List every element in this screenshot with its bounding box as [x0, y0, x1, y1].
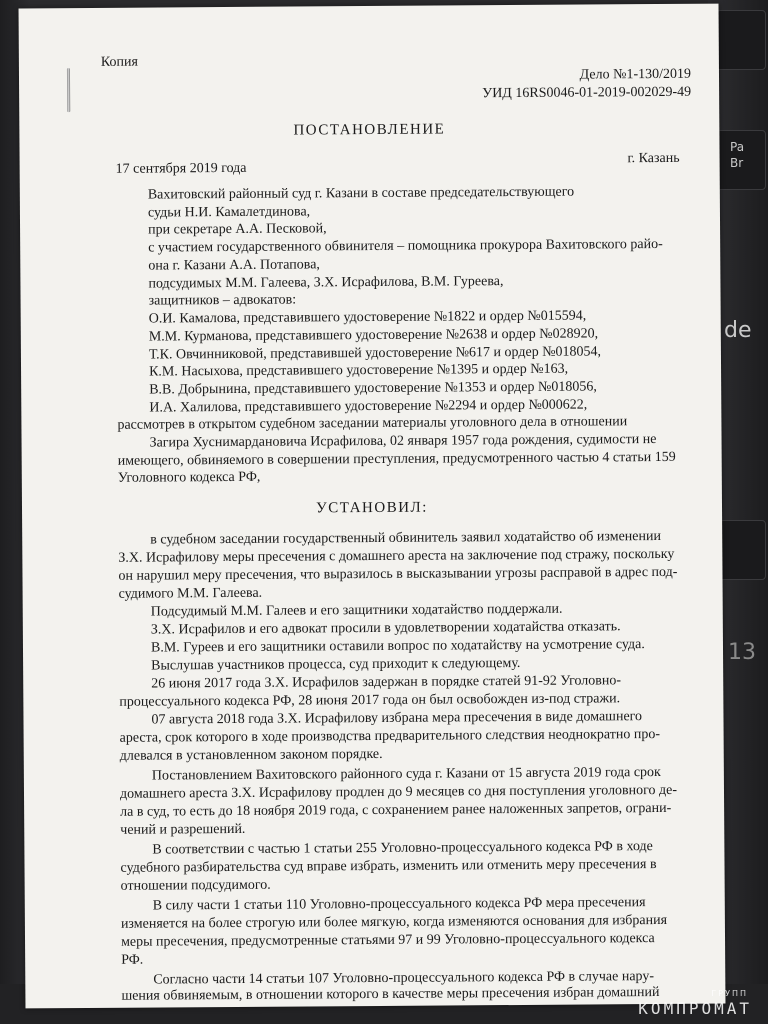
body-line: в судебном заседании государственный обвинитель заявил ходатайство об изменении: [150, 528, 662, 548]
case-uid: УИД 16RS0046-01-2019-002029-49: [482, 84, 692, 102]
watermark-sup: ГРУПП: [711, 989, 748, 998]
body-line: чений и разрешений.: [120, 821, 246, 838]
body-line: длевался в установленном законом порядке.: [119, 746, 383, 764]
body-line: Выслушав участников процесса, суд приходит к следующему.: [151, 655, 521, 674]
intro-line: Уголовного кодекса РФ,: [117, 469, 261, 486]
body-line: шения обвиняемым, в отношении которого в качестве меры пресечения избран домашний: [121, 985, 660, 1004]
keyboard-key-label: Br: [730, 156, 744, 170]
intro-line: она г. Казани А.А. Потапова,: [148, 257, 320, 274]
body-line: В соответствии с частью 1 статьи 255 Уголовно-процессуального кодекса РФ в ходе: [152, 839, 653, 858]
document-date: 17 сентября 2019 года: [115, 160, 247, 177]
keyboard-key: [716, 520, 766, 580]
body-line: судебного разбирательства суд вправе избрать, изменить или отменить меру пресечения в: [120, 857, 657, 876]
body-line: судимого М.М. Галеева.: [118, 585, 263, 602]
body-line: В.М. Гуреев и его защитники оставили вопрос по ходатайству на усмотрение суда.: [150, 637, 645, 656]
intro-line: В.В. Добрынина, представившего удостоверение №1353 и ордер №018056,: [149, 379, 597, 398]
body-line: изменяется на более строгую или более мягкую, когда изменяются основания для избрания: [120, 912, 668, 932]
body-line: В силу части 1 статьи 110 Уголовно-процессуального кодекса РФ мера пресечения: [152, 895, 646, 914]
intro-line: Т.К. Овчинниковой, представившей удостоверение №617 и ордер №018054,: [148, 344, 602, 363]
intro-line: И.А. Халилова, представившего удостоверение №2294 и ордер №000622,: [149, 397, 588, 416]
body-line: Подсудимый М.М. Галеев и его защитники ходатайство поддержали.: [150, 601, 563, 620]
intro-line: с участием государственного обвинителя – помощника прокурора Вахитовского райо-: [148, 236, 663, 256]
body-line: РФ.: [121, 952, 144, 968]
staple: [67, 68, 70, 112]
body-line: отношении подсудимого.: [120, 877, 271, 894]
document-city: г. Казань: [627, 150, 680, 167]
intro-line: К.М. Насыхова, представившего удостоверение №1395 и ордер №163,: [149, 361, 569, 380]
body-line: З.Х. Исрафилов и его адвокат просили в удовлетворении ходатайства отказать.: [150, 619, 621, 638]
intro-line: рассмотрев в открытом судебном заседании материалы уголовного дела в отношении: [117, 414, 628, 433]
watermark-logo: КОМПРОМАТ: [638, 999, 752, 1018]
body-line: 07 августа 2018 года З.Х. Исрафилову избрана мера пресечения в виде домашнего: [151, 709, 643, 728]
copy-mark: Копия: [100, 54, 139, 70]
keyboard-key-label: Pa: [730, 140, 745, 154]
court-document-page: [19, 4, 726, 1009]
body-line: он нарушил меру пресечения, что выразилось в высказывании угрозы расправой в адрес под-: [118, 564, 678, 584]
intro-line: имеющего, обвиняемого в совершении преступления, предусмотренного частью 4 статьи 159: [117, 449, 676, 469]
case-number: Дело №1-130/2019: [579, 66, 692, 83]
body-line: меры пресечения, предусмотренные статьями 97 и 99 Уголовно-процессуального кодекса: [120, 931, 655, 950]
intro-line: при секретаре А.А. Песковой,: [148, 221, 327, 238]
document-title: ПОСТАНОВЛЕНИЕ: [293, 121, 446, 139]
section-heading: УСТАНОВИЛ:: [316, 499, 428, 517]
keyboard-key: [716, 10, 766, 70]
intro-line: защитников – адвокатов:: [148, 292, 297, 309]
body-line: З.Х. Исрафилову меры пресечения с домашнего ареста на заключение под стражу, поскольку: [118, 546, 675, 566]
body-line: ареста, срок которого в ходе производства предварительного следствия неоднократно про-: [119, 726, 661, 746]
intro-line: О.И. Камалова, представившего удостоверение №1822 и ордер №015594,: [148, 308, 587, 327]
body-line: 26 июня 2017 года З.Х. Исрафилов задержан в порядке статей 91-92 Уголовно-: [151, 673, 622, 692]
intro-line: М.М. Курманова, представившего удостоверение №2638 и ордер №028920,: [148, 326, 599, 345]
intro-line: Вахитовский районный суд г. Казани в составе председательствующего: [147, 184, 575, 203]
intro-line: судьи Н.И. Камалетдинова,: [147, 204, 311, 221]
body-line: процессуального кодекса РФ, 28 июня 2017 года он был освобожден из-под стражи.: [119, 691, 621, 710]
keyboard-key-label: 13: [728, 640, 756, 665]
intro-line: подсудимых М.М. Галеева, З.Х. Исрафилова, В.М. Гуреева,: [148, 274, 504, 292]
body-line: ла в суд, то есть до 18 ноября 2019 года, с сохранением ранее наложенных запретов, ограни-: [120, 800, 672, 820]
body-line: Постановлением Вахитовского районного суда г. Казани от 15 августа 2019 года срок: [151, 764, 661, 784]
intro-line: Загира Хуснимардановича Исрафилова, 02 января 1957 года рождения, судимости не: [149, 432, 657, 451]
body-line: домашнего ареста З.Х. Исрафилову продлен до 9 месяцев со дня поступления уголовного де-: [119, 782, 678, 802]
body-line: Согласно части 14 статьи 107 Уголовно-процессуального кодекса РФ в случае нару-: [153, 969, 655, 988]
keyboard-brand-label: de: [724, 318, 752, 343]
